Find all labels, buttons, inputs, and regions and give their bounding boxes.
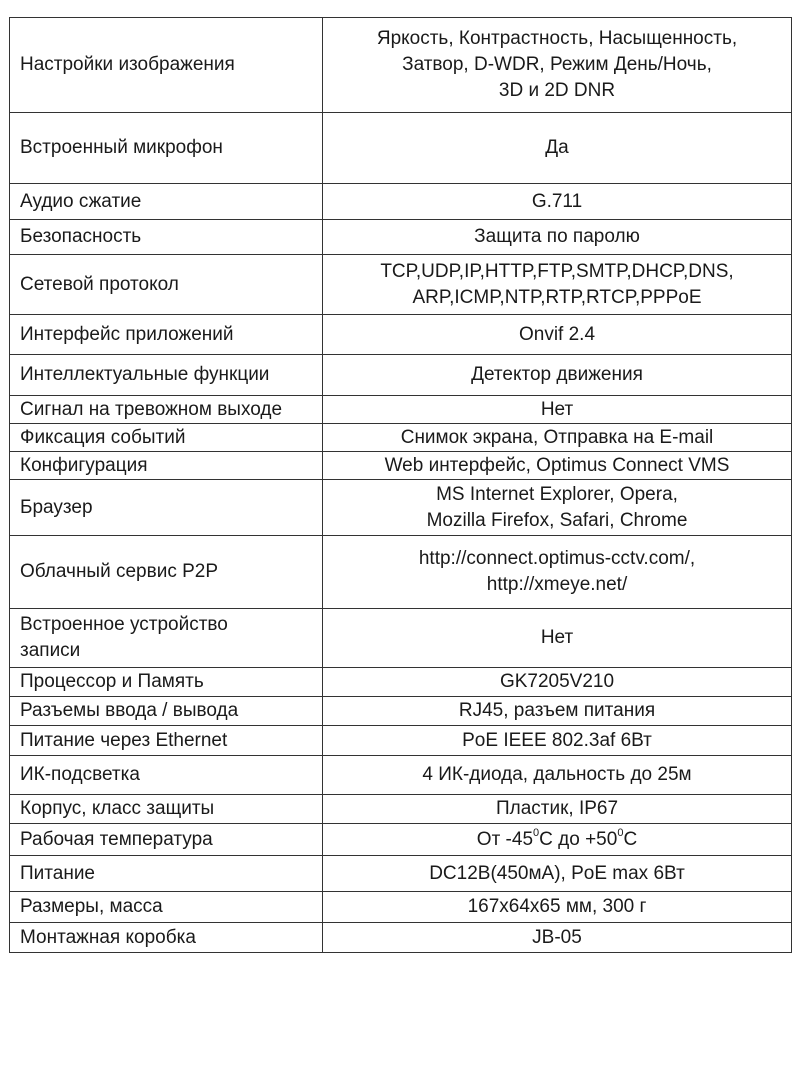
- table-row: [10, 795, 792, 824]
- spec-label: Фиксация событий: [10, 424, 323, 452]
- spec-value: GK7205V210: [323, 668, 792, 697]
- spec-label: Сигнал на тревожном выходе: [10, 396, 323, 424]
- temp-max-text: С до +50: [539, 828, 618, 850]
- table-row: [10, 609, 792, 668]
- table-row: [10, 184, 792, 220]
- spec-label: Конфигурация: [10, 452, 323, 480]
- spec-label: ИК-подсветка: [10, 756, 323, 795]
- spec-value: Защита по паролю: [323, 220, 792, 255]
- spec-value: 4 ИК-диода, дальность до 25м: [323, 756, 792, 795]
- degree-mark: 0: [533, 827, 540, 840]
- spec-label: Процессор и Память: [10, 668, 323, 697]
- spec-label: Встроенный микрофон: [10, 113, 323, 184]
- spec-label: Интерфейс приложений: [10, 315, 323, 355]
- table-row: [10, 824, 792, 856]
- spec-value: DC12В(450мА), PoE max 6Вт: [323, 856, 792, 892]
- table-row: [10, 856, 792, 892]
- degree-mark: 0: [617, 827, 624, 840]
- spec-value: Да: [323, 113, 792, 184]
- table-row: [10, 536, 792, 609]
- table-row: [10, 355, 792, 396]
- table-row: [10, 315, 792, 355]
- spec-value: Снимок экрана, Отправка на E-mail: [323, 424, 792, 452]
- spec-value: PoE IEEE 802.3af 6Вт: [323, 726, 792, 756]
- spec-label: Размеры, масса: [10, 892, 323, 923]
- spec-label: Разъемы ввода / вывода: [10, 697, 323, 726]
- table-row: [10, 923, 792, 953]
- spec-label: Питание: [10, 856, 323, 892]
- table-row: [10, 113, 792, 184]
- spec-value: RJ45, разъем питания: [323, 697, 792, 726]
- table-row: [10, 220, 792, 255]
- spec-value: Нет: [323, 609, 792, 668]
- spec-label: Рабочая температура: [10, 824, 323, 856]
- spec-label: Интеллектуальные функции: [10, 355, 323, 396]
- spec-value: [323, 824, 792, 856]
- spec-value: http://connect.optimus-cctv.com/, http://xmeye.net/: [323, 536, 792, 609]
- spec-label: Аудио сжатие: [10, 184, 323, 220]
- table-row: [10, 697, 792, 726]
- spec-label: Встроенное устройство записи: [10, 609, 323, 668]
- spec-value: Web интерфейс, Optimus Connect VMS: [323, 452, 792, 480]
- spec-value: Детектор движения: [323, 355, 792, 396]
- spec-label: Настройки изображения: [10, 18, 323, 113]
- table-row: [10, 726, 792, 756]
- spec-label: Корпус, класс защиты: [10, 795, 323, 824]
- spec-label: Облачный сервис P2P: [10, 536, 323, 609]
- spec-table: [9, 17, 792, 953]
- spec-value: Пластик, IP67: [323, 795, 792, 824]
- spec-label: Сетевой протокол: [10, 255, 323, 315]
- table-row: [10, 756, 792, 795]
- table-row: [10, 892, 792, 923]
- spec-value: JB-05: [323, 923, 792, 953]
- table-row: [10, 668, 792, 697]
- table-row: [10, 255, 792, 315]
- temp-min-text: От -45: [476, 828, 534, 850]
- table-row: [10, 424, 792, 452]
- spec-label: Безопасность: [10, 220, 323, 255]
- table-row: [10, 18, 792, 113]
- spec-value: 167x64x65 мм, 300 г: [323, 892, 792, 923]
- spec-label: Питание через Ethernet: [10, 726, 323, 756]
- table-row: [10, 452, 792, 480]
- spec-value: TCP,UDP,IP,HTTP,FTP,SMTP,DHCP,DNS, ARP,ICMP,NTP,RTP,RTCP,PPPoE: [323, 255, 792, 315]
- spec-value: G.711: [323, 184, 792, 220]
- spec-label: Браузер: [10, 480, 323, 536]
- table-row: [10, 396, 792, 424]
- spec-label: Монтажная коробка: [10, 923, 323, 953]
- spec-value: Onvif 2.4: [323, 315, 792, 355]
- spec-value: MS Internet Explorer, Opera, Mozilla Firefox, Safari, Chrome: [323, 480, 792, 536]
- spec-value: Нет: [323, 396, 792, 424]
- spec-value: Яркость, Контрастность, Насыщенность, Затвор, D-WDR, Режим День/Ночь, 3D и 2D DNR: [323, 18, 792, 113]
- table-row: [10, 480, 792, 536]
- temp-unit-text: С: [623, 828, 638, 850]
